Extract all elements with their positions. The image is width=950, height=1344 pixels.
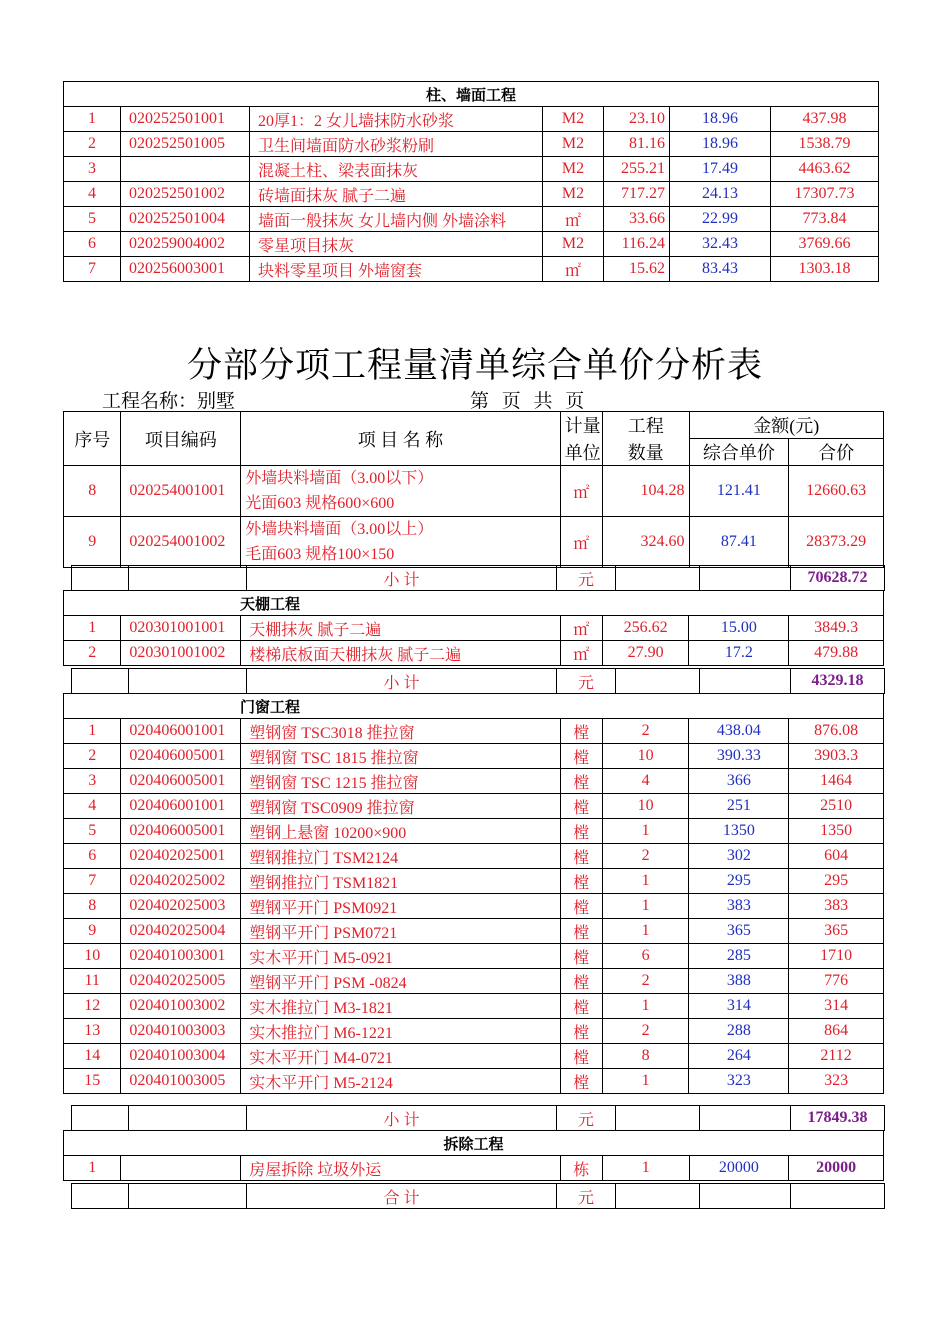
item-name xyxy=(241,466,560,517)
item-code: 020252501001 xyxy=(121,107,250,132)
line-total: 12660.63 xyxy=(789,466,884,517)
line-total: 2510 xyxy=(789,794,884,819)
item-unit: M2 xyxy=(543,107,604,132)
line-total: 3849.3 xyxy=(789,616,884,641)
table-row xyxy=(64,744,884,769)
item-unit: 樘 xyxy=(560,719,602,744)
unit-price: 17.2 xyxy=(689,641,789,666)
unit-price: 121.41 xyxy=(689,466,789,517)
line-total: 604 xyxy=(789,844,884,869)
analysis-table-main xyxy=(63,411,884,568)
unit-price: 251 xyxy=(689,794,789,819)
project-name: 工程名称：别墅 xyxy=(102,391,236,412)
item-unit: M2 xyxy=(543,182,604,207)
subtotal-label: 小 计 xyxy=(247,1106,557,1131)
line-total: 383 xyxy=(789,894,884,919)
item-code: 020401003001 xyxy=(121,944,241,969)
item-quantity: 1 xyxy=(602,819,689,844)
subtotal-unit: 元 xyxy=(557,669,616,694)
unit-price: 32.43 xyxy=(670,232,771,257)
section-title: 门窗工程 xyxy=(64,694,884,719)
header-unit-1: 计量 xyxy=(560,412,602,439)
table-row xyxy=(64,207,879,232)
subtotal-row-1 xyxy=(71,565,885,591)
row-number: 7 xyxy=(64,257,121,282)
subtotal-value: 70628.72 xyxy=(791,566,885,591)
table-row xyxy=(64,232,879,257)
row-number: 1 xyxy=(64,107,121,132)
item-unit: M2 xyxy=(543,132,604,157)
unit-price: 18.96 xyxy=(670,132,771,157)
subtotal-value: 4329.18 xyxy=(791,669,885,694)
subtotal-row-2 xyxy=(71,668,885,694)
unit-price: 15.00 xyxy=(689,616,789,641)
item-name xyxy=(241,517,560,568)
row-number: 9 xyxy=(64,919,121,944)
item-name: 实木平开门 M5-2124 xyxy=(241,1069,560,1094)
row-number: 6 xyxy=(64,844,121,869)
line-total: 323 xyxy=(789,1069,884,1094)
item-unit: ㎡ xyxy=(560,616,602,641)
row-number: 4 xyxy=(64,182,121,207)
item-quantity: 104.28 xyxy=(602,466,689,517)
header-unit-2: 单位 xyxy=(560,439,602,466)
item-quantity: 33.66 xyxy=(604,207,670,232)
item-code: 020401003002 xyxy=(121,994,241,1019)
item-unit: 栋 xyxy=(560,1156,602,1181)
item-quantity: 15.62 xyxy=(604,257,670,282)
item-code xyxy=(121,1156,241,1181)
unit-price: 314 xyxy=(689,994,789,1019)
row-number: 3 xyxy=(64,769,121,794)
item-quantity: 256.62 xyxy=(602,616,689,641)
subtotal-value: 17849.38 xyxy=(791,1106,885,1131)
unit-price: 366 xyxy=(689,769,789,794)
row-number: 14 xyxy=(64,1044,121,1069)
item-quantity: 1 xyxy=(602,1069,689,1094)
item-unit: M2 xyxy=(543,157,604,182)
line-total: 864 xyxy=(789,1019,884,1044)
item-name: 楼梯底板面天棚抹灰 腻子二遍 xyxy=(241,641,560,666)
grand-total-label: 合 计 xyxy=(247,1184,557,1209)
table-row xyxy=(64,794,884,819)
table-row xyxy=(64,616,884,641)
item-quantity: 2 xyxy=(602,969,689,994)
item-name-line-1: 外墙块料墙面（3.00以上） xyxy=(245,521,434,538)
item-name-line-2: 毛面603 规格100×150 xyxy=(245,546,395,563)
line-total: 479.88 xyxy=(789,641,884,666)
row-number: 3 xyxy=(64,157,121,182)
row-number: 13 xyxy=(64,1019,121,1044)
table-row xyxy=(64,844,884,869)
row-number: 6 xyxy=(64,232,121,257)
header-total: 合价 xyxy=(789,439,884,466)
row-number: 9 xyxy=(64,517,121,568)
item-unit: 樘 xyxy=(560,769,602,794)
item-code: 020259004002 xyxy=(121,232,250,257)
item-quantity: 1 xyxy=(602,994,689,1019)
item-unit: ㎡ xyxy=(560,517,602,568)
unit-price: 1350 xyxy=(689,819,789,844)
item-name: 房屋拆除 垃圾外运 xyxy=(241,1156,560,1181)
header-qty-1: 工程 xyxy=(602,412,689,439)
item-code: 020402025002 xyxy=(121,869,241,894)
table-row xyxy=(64,1044,884,1069)
demolition-table xyxy=(63,1130,884,1181)
grand-total-row xyxy=(71,1183,885,1209)
row-number: 5 xyxy=(64,819,121,844)
section-title: 拆除工程 xyxy=(64,1131,884,1156)
line-total: 2112 xyxy=(789,1044,884,1069)
item-name: 塑钢推拉门 TSM2124 xyxy=(241,844,560,869)
item-code: 020252501002 xyxy=(121,182,250,207)
item-code: 020406001001 xyxy=(121,719,241,744)
line-total: 17307.73 xyxy=(771,182,879,207)
item-quantity: 4 xyxy=(602,769,689,794)
item-unit: ㎡ xyxy=(560,641,602,666)
row-number: 2 xyxy=(64,132,121,157)
item-name: 实木平开门 M4-0721 xyxy=(241,1044,560,1069)
item-code: 020402025005 xyxy=(121,969,241,994)
table-row xyxy=(64,969,884,994)
item-code: 020402025004 xyxy=(121,919,241,944)
line-total: 20000 xyxy=(789,1156,884,1181)
item-name: 塑钢窗 TSC 1815 推拉窗 xyxy=(241,744,560,769)
line-total: 876.08 xyxy=(789,719,884,744)
row-number: 15 xyxy=(64,1069,121,1094)
grand-total-value xyxy=(791,1184,885,1209)
item-name-line-1: 外墙块料墙面（3.00以下） xyxy=(245,470,434,487)
unit-price: 24.13 xyxy=(670,182,771,207)
item-code: 020254001002 xyxy=(121,517,241,568)
item-name: 块料零星项目 外墙窗套 xyxy=(250,257,543,282)
item-name: 实木推拉门 M6-1221 xyxy=(241,1019,560,1044)
row-number: 1 xyxy=(64,1156,121,1181)
row-number: 8 xyxy=(64,894,121,919)
line-total: 1350 xyxy=(789,819,884,844)
line-total: 295 xyxy=(789,869,884,894)
item-quantity: 10 xyxy=(602,794,689,819)
unit-price: 438.04 xyxy=(689,719,789,744)
item-quantity: 1 xyxy=(602,919,689,944)
row-number: 12 xyxy=(64,994,121,1019)
item-unit: 樘 xyxy=(560,919,602,944)
item-unit: 樘 xyxy=(560,894,602,919)
item-name: 塑钢推拉门 TSM1821 xyxy=(241,869,560,894)
unit-price: 87.41 xyxy=(689,517,789,568)
unit-price: 390.33 xyxy=(689,744,789,769)
line-total: 437.98 xyxy=(771,107,879,132)
table-row xyxy=(64,894,884,919)
item-unit: 樘 xyxy=(560,1044,602,1069)
section-title: 柱、墙面工程 xyxy=(64,82,879,107)
subtotal-label: 小 计 xyxy=(247,566,557,591)
item-quantity: 23.10 xyxy=(604,107,670,132)
table-row xyxy=(64,719,884,744)
unit-price: 323 xyxy=(689,1069,789,1094)
item-code: 020406005001 xyxy=(121,744,241,769)
item-unit: 樘 xyxy=(560,944,602,969)
item-name: 砖墙面抹灰 腻子二遍 xyxy=(250,182,543,207)
row-number: 11 xyxy=(64,969,121,994)
header-price: 综合单价 xyxy=(689,439,789,466)
item-unit: 樘 xyxy=(560,994,602,1019)
item-name: 塑钢平开门 PSM -0824 xyxy=(241,969,560,994)
section-title: 天棚工程 xyxy=(64,591,884,616)
header-qty-2: 数量 xyxy=(602,439,689,466)
table-row xyxy=(64,769,884,794)
item-name: 实木推拉门 M3-1821 xyxy=(241,994,560,1019)
table-row xyxy=(64,132,879,157)
item-quantity: 10 xyxy=(602,744,689,769)
item-code: 020406005001 xyxy=(121,769,241,794)
doors-windows-table xyxy=(63,693,884,1094)
header-name: 项 目 名 称 xyxy=(241,412,560,466)
row-number: 4 xyxy=(64,794,121,819)
table-row xyxy=(64,1019,884,1044)
item-quantity: 1 xyxy=(602,869,689,894)
item-unit: 樘 xyxy=(560,869,602,894)
item-unit: 樘 xyxy=(560,1019,602,1044)
table-row xyxy=(64,994,884,1019)
table-row xyxy=(64,1156,884,1181)
item-code: 020402025003 xyxy=(121,894,241,919)
item-quantity: 2 xyxy=(602,719,689,744)
subtotal-unit: 元 xyxy=(557,1106,616,1131)
table-row xyxy=(64,257,879,282)
item-code: 020402025001 xyxy=(121,844,241,869)
row-number: 10 xyxy=(64,944,121,969)
item-code: 020301001002 xyxy=(121,641,241,666)
item-name-line-2: 光面603 规格600×600 xyxy=(245,495,395,512)
item-code: 020406001001 xyxy=(121,794,241,819)
header-no: 序号 xyxy=(64,412,121,466)
table-row xyxy=(64,107,879,132)
item-name: 塑钢平开门 PSM0921 xyxy=(241,894,560,919)
unit-price: 17.49 xyxy=(670,157,771,182)
unit-price: 288 xyxy=(689,1019,789,1044)
item-name: 塑钢平开门 PSM0721 xyxy=(241,919,560,944)
table-row xyxy=(64,182,879,207)
item-quantity: 324.60 xyxy=(602,517,689,568)
item-code: 020401003004 xyxy=(121,1044,241,1069)
row-number: 7 xyxy=(64,869,121,894)
line-total: 3769.66 xyxy=(771,232,879,257)
line-total: 3903.3 xyxy=(789,744,884,769)
item-unit: 樘 xyxy=(560,819,602,844)
line-total: 365 xyxy=(789,919,884,944)
table-row xyxy=(64,919,884,944)
table-row xyxy=(64,1069,884,1094)
item-unit: ㎡ xyxy=(543,257,604,282)
item-unit: M2 xyxy=(543,232,604,257)
table-row xyxy=(64,819,884,844)
item-name: 零星项目抹灰 xyxy=(250,232,543,257)
unit-price: 83.43 xyxy=(670,257,771,282)
subtotal-label: 小 计 xyxy=(247,669,557,694)
item-quantity: 116.24 xyxy=(604,232,670,257)
table-row xyxy=(64,944,884,969)
row-number: 2 xyxy=(64,744,121,769)
item-quantity: 1 xyxy=(602,1156,689,1181)
item-name: 实木平开门 M5-0921 xyxy=(241,944,560,969)
item-code: 020401003005 xyxy=(121,1069,241,1094)
line-total: 1464 xyxy=(789,769,884,794)
unit-price: 295 xyxy=(689,869,789,894)
table-row xyxy=(64,517,884,568)
item-code: 020301001001 xyxy=(121,616,241,641)
line-total: 1538.79 xyxy=(771,132,879,157)
item-unit: ㎡ xyxy=(560,466,602,517)
line-total: 1710 xyxy=(789,944,884,969)
item-unit: ㎡ xyxy=(543,207,604,232)
item-code: 020252501004 xyxy=(121,207,250,232)
item-quantity: 81.16 xyxy=(604,132,670,157)
header-code: 项目编码 xyxy=(121,412,241,466)
line-total: 314 xyxy=(789,994,884,1019)
item-quantity: 255.21 xyxy=(604,157,670,182)
item-quantity: 27.90 xyxy=(602,641,689,666)
unit-price: 22.99 xyxy=(670,207,771,232)
item-name: 卫生间墙面防水砂浆粉刷 xyxy=(250,132,543,157)
wall-column-table xyxy=(63,81,879,282)
subtotal-row-3 xyxy=(71,1105,885,1131)
item-quantity: 1 xyxy=(602,894,689,919)
table-row xyxy=(64,869,884,894)
subtotal-unit: 元 xyxy=(557,566,616,591)
item-code: 020401003003 xyxy=(121,1019,241,1044)
table-row xyxy=(64,157,879,182)
item-name: 混凝土柱、梁表面抹灰 xyxy=(250,157,543,182)
unit-price: 365 xyxy=(689,919,789,944)
item-name: 墙面一般抹灰 女儿墙内侧 外墙涂料 xyxy=(250,207,543,232)
unit-price: 285 xyxy=(689,944,789,969)
item-name: 塑钢窗 TSC0909 推拉窗 xyxy=(241,794,560,819)
item-unit: 樘 xyxy=(560,844,602,869)
item-code: 020406005001 xyxy=(121,819,241,844)
row-number: 8 xyxy=(64,466,121,517)
item-name: 塑钢窗 TSC3018 推拉窗 xyxy=(241,719,560,744)
page-title: 分部分项工程量清单综合单价分析表 xyxy=(186,346,763,385)
item-unit: 樘 xyxy=(560,969,602,994)
unit-price: 20000 xyxy=(689,1156,789,1181)
unit-price: 302 xyxy=(689,844,789,869)
item-name: 天棚抹灰 腻子二遍 xyxy=(241,616,560,641)
row-number: 5 xyxy=(64,207,121,232)
grand-total-unit: 元 xyxy=(557,1184,616,1209)
line-total: 28373.29 xyxy=(789,517,884,568)
item-quantity: 2 xyxy=(602,844,689,869)
item-unit: 樘 xyxy=(560,794,602,819)
item-unit: 樘 xyxy=(560,744,602,769)
item-name: 20厚1：2 女儿墙抹防水砂浆 xyxy=(250,107,543,132)
item-code: 020252501005 xyxy=(121,132,250,157)
item-name: 塑钢上悬窗 10200×900 xyxy=(241,819,560,844)
ceiling-table xyxy=(63,590,884,666)
unit-price: 264 xyxy=(689,1044,789,1069)
item-quantity: 8 xyxy=(602,1044,689,1069)
page-indicator: 第 页 共 页 xyxy=(470,391,589,412)
line-total: 4463.62 xyxy=(771,157,879,182)
item-code xyxy=(121,157,250,182)
row-number: 1 xyxy=(64,719,121,744)
unit-price: 18.96 xyxy=(670,107,771,132)
line-total: 776 xyxy=(789,969,884,994)
row-number: 2 xyxy=(64,641,121,666)
item-quantity: 6 xyxy=(602,944,689,969)
line-total: 773.84 xyxy=(771,207,879,232)
item-name: 塑钢窗 TSC 1215 推拉窗 xyxy=(241,769,560,794)
row-number: 1 xyxy=(64,616,121,641)
unit-price: 388 xyxy=(689,969,789,994)
item-unit: 樘 xyxy=(560,1069,602,1094)
table-row xyxy=(64,641,884,666)
item-quantity: 717.27 xyxy=(604,182,670,207)
item-quantity: 2 xyxy=(602,1019,689,1044)
item-code: 020256003001 xyxy=(121,257,250,282)
header-amount: 金额(元) xyxy=(689,412,883,439)
item-code: 020254001001 xyxy=(121,466,241,517)
line-total: 1303.18 xyxy=(771,257,879,282)
table-row xyxy=(64,466,884,517)
unit-price: 383 xyxy=(689,894,789,919)
